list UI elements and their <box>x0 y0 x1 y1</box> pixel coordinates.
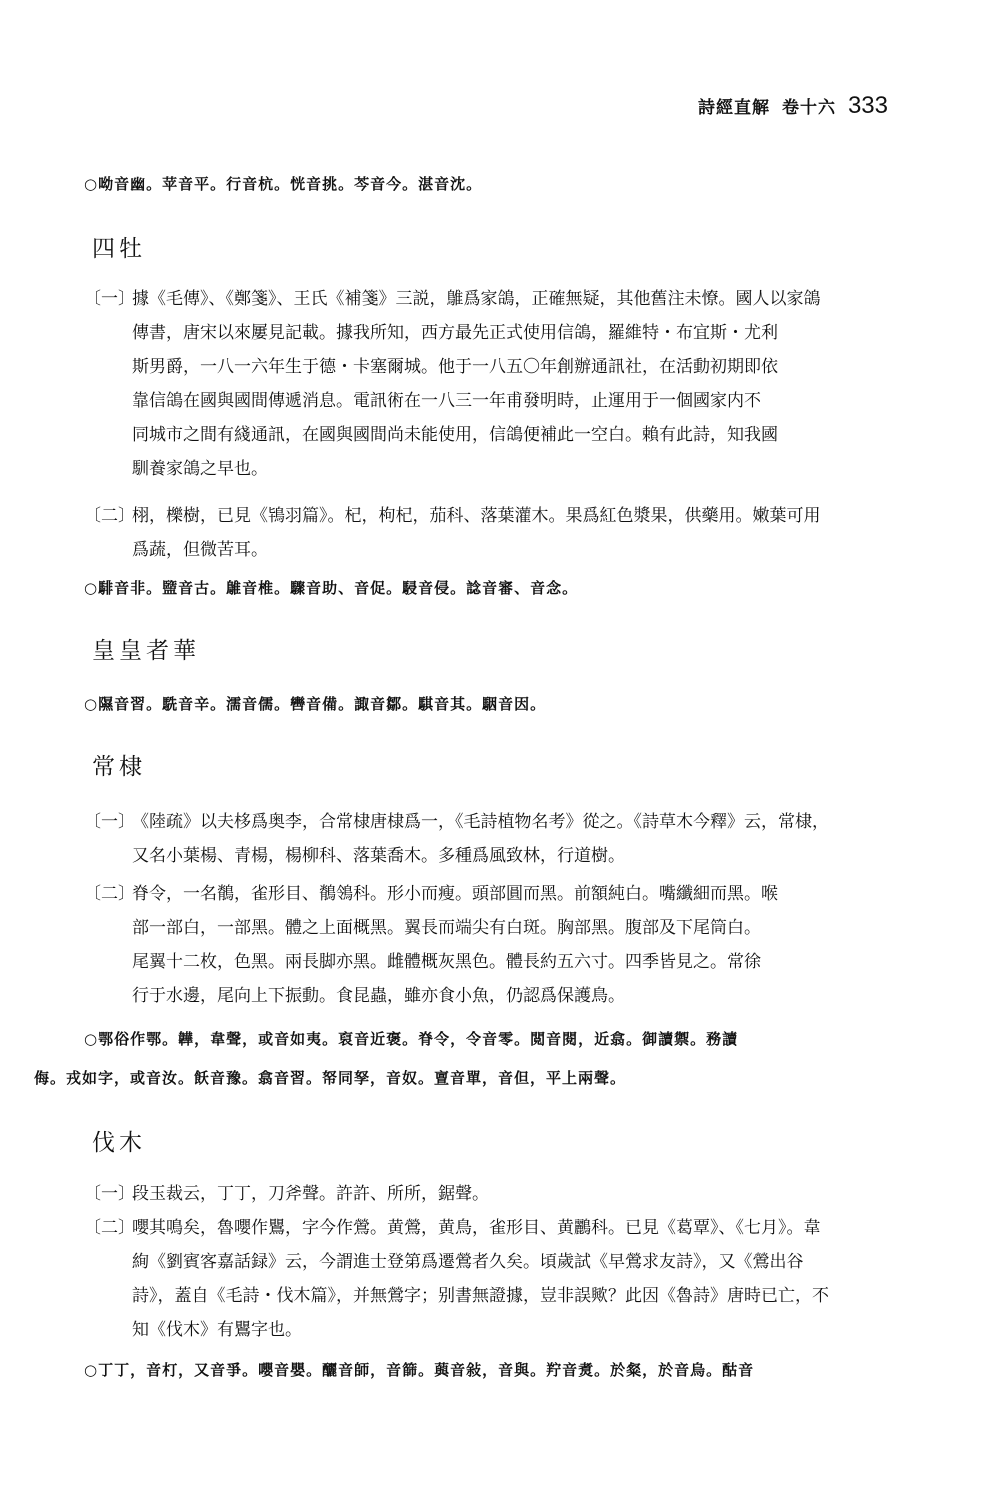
running-header <box>698 92 888 120</box>
note-line: 同城市之間有綫通訊，在國與國間尚未能使用，信鴿便補此一空白。賴有此詩，知我國 <box>132 425 778 445</box>
note-line: 靠信鴿在國與國間傳遞消息。電訊術在一八三一年甫發明時，止運用于一個國家内不 <box>132 391 761 411</box>
note-line: 又名小葉楊、青楊，楊柳科、落葉喬木。多種爲風致林，行道樹。 <box>132 846 625 866</box>
poem-title: 四牡 <box>92 236 146 262</box>
note-line: 據《毛傳》、《鄭箋》、王氏《補箋》三説，鵻爲家鴿，正確無疑，其他舊注未憭。國人以家鴿 <box>132 289 821 309</box>
note-line: 段玉裁云，丁丁，刀斧聲。許許、所所，鋸聲。 <box>132 1184 489 1204</box>
page-number: 333 <box>847 92 888 119</box>
pronunciation-line: 侮。戎如字，或音汝。飫音豫。翕音習。帑同孥，音奴。亶音單，音但，平上兩聲。 <box>34 1069 627 1087</box>
pronunciation-line: ○鄂俗作鄂。韡，韋聲，或音如夷。裒音近褒。脊令，令音零。閲音閱，近翕。御讀禦。務讀 <box>84 1030 739 1048</box>
book-title: 詩經直解 <box>697 98 770 118</box>
note-line: 《陸疏》以夫栘爲奥李，合常棣唐棣爲一，《毛詩植物名考》從之。《詩草木今釋》云，常棣， <box>132 812 829 832</box>
poem-title: 皇皇者華 <box>92 638 200 664</box>
note-marker: 〔一〕 <box>84 1184 135 1204</box>
note-line: 斯男爵，一八一六年生于德・卡塞爾城。他于一八五〇年創辦通訊社，在活動初期即依 <box>132 357 778 377</box>
note-marker: 〔二〕 <box>84 884 135 904</box>
note-line: 尾翼十二枚，色黑。兩長脚亦黑。雌體概灰黑色。體長約五六寸。四季皆見之。常徐 <box>132 952 761 972</box>
note-line: 絢《劉賓客嘉話録》云，今謂進士登第爲遷鶯者久矣。頃歲試《早鶯求友詩》，又《鶯出谷 <box>132 1252 804 1272</box>
note-marker: 〔一〕 <box>84 812 135 832</box>
note-marker: 〔一〕 <box>84 289 135 309</box>
note-line: 行于水邊，尾向上下振動。食昆蟲，雖亦食小魚，仍認爲保護鳥。 <box>132 986 625 1006</box>
note-line: 知《伐木》有鸎字也。 <box>132 1320 302 1340</box>
pronunciation-line: ○隰音習。駪音辛。濡音儒。轡音備。諏音鄒。騏音其。駰音因。 <box>84 695 547 713</box>
note-line: 部一部白，一部黑。體之上面概黑。翼長而端尖有白斑。胸部黑。腹部及下尾筒白。 <box>132 918 761 938</box>
pronunciation-line: ○丁丁，音朾，又音爭。嚶音嬰。釃音師，音篩。藇音敍，音與。羜音煑。於粲，於音烏。酤音 <box>84 1361 755 1379</box>
note-line: 詩》，蓋自《毛詩・伐木篇》，并無鶯字；别書無證據，豈非誤歟？此因《魯詩》唐時已亡，不 <box>132 1286 829 1306</box>
pronunciation-line: ○騑音非。盬音古。鵻音椎。驟音助、音促。駸音侵。諗音審、音念。 <box>84 579 579 597</box>
note-line: 栩，櫟樹，已見《鴇羽篇》。杞，枸杞，茄科、落葉灌木。果爲紅色漿果，供藥用。嫩葉可用 <box>132 506 821 526</box>
note-marker: 〔二〕 <box>84 506 135 526</box>
note-line: 馴養家鴿之早也。 <box>132 459 268 479</box>
note-marker: 〔二〕 <box>84 1218 135 1238</box>
note-line: 嚶其鳴矣，魯嚶作鸎，字今作鶯。黄鶯，黄鳥，雀形目、黄鸝科。已見《葛覃》、《七月》。韋 <box>132 1218 821 1238</box>
poem-title: 伐木 <box>92 1130 146 1156</box>
note-line: 爲蔬，但微苦耳。 <box>132 540 268 560</box>
poem-title: 常棣 <box>92 754 146 780</box>
note-line: 脊令，一名鶺，雀形目、鶺鴒科。形小而瘦。頭部圓而黑。前額純白。嘴纖細而黑。喉 <box>132 884 778 904</box>
pronunciation-line: ○呦音幽。苹音平。行音杭。恍音挑。芩音今。湛音沈。 <box>84 175 483 193</box>
note-line: 傳書，唐宋以來屢見記載。據我所知，西方最先正式使用信鴿，羅維特・布宜斯・尤利 <box>132 323 778 343</box>
volume-label: 卷十六 <box>781 98 836 118</box>
